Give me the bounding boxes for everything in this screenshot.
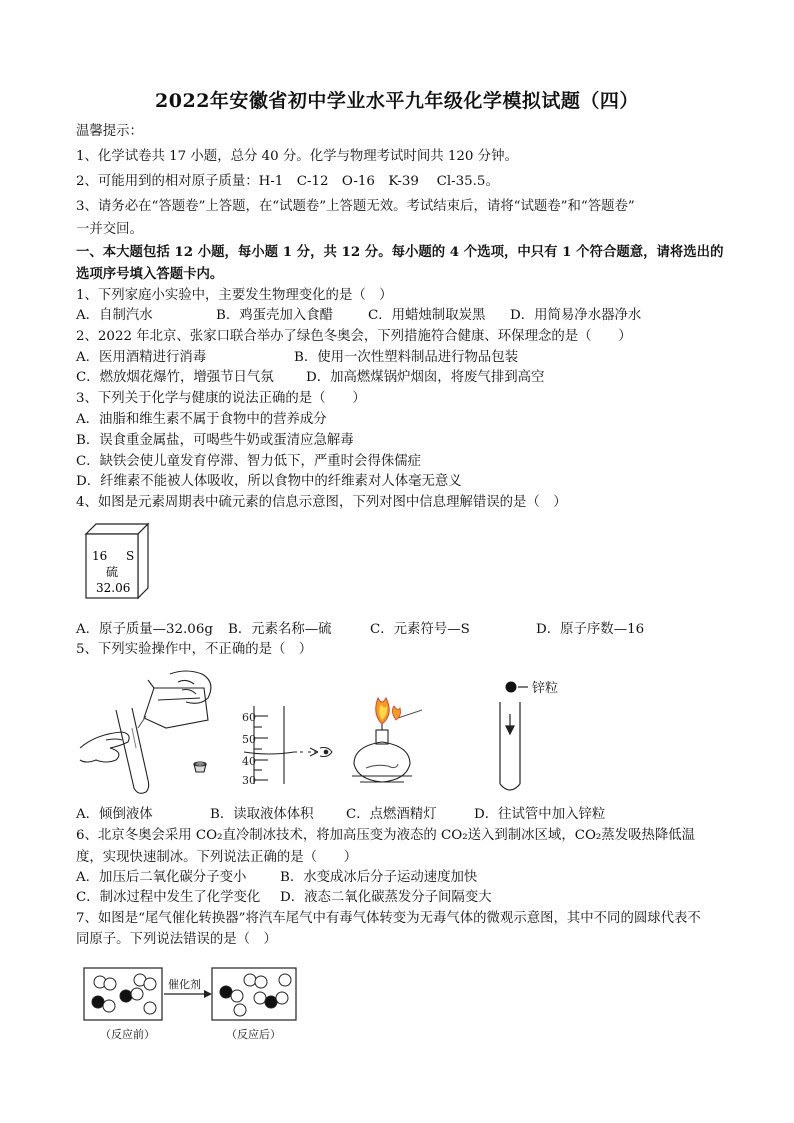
- element-mass: 32.06: [96, 581, 131, 595]
- q5-stem: 5、下列实验操作中，不正确的是（ ）: [76, 642, 313, 657]
- notice-item-4: 一并交回。: [76, 222, 143, 237]
- notice-heading: 温馨提示：: [76, 124, 143, 139]
- element-number: 16: [92, 549, 108, 563]
- q4-option-b: B．元素名称—硫: [228, 622, 332, 637]
- cylinder-mark-40: 40: [242, 755, 256, 768]
- q1-option-b: B．鸡蛋壳加入食醋: [216, 308, 333, 323]
- notice-item-2: 2、可能用到的相对原子质量：H-1 C-12 O-16 K-39 Cl-35.5。: [76, 174, 499, 189]
- q5-illustrations: [76, 668, 676, 800]
- q2-option-d: D．加高燃煤锅炉烟囱，将废气排到高空: [306, 370, 545, 385]
- section-heading-line2: 选项序号填入答题卡内。: [76, 266, 224, 282]
- sulfur-element-cell: [84, 522, 150, 600]
- q6-stem-line1: 6、北京冬奥会采用 CO₂直冷制冰技术，将加高压变为液态的 CO₂送入到制冰区域，CO₂蒸发吸热降低温: [76, 828, 696, 843]
- graduated-cylinder-figure: [244, 706, 332, 784]
- catalytic-converter-diagram: [80, 962, 320, 1044]
- q5-option-d: D．往试管中加入锌粒: [474, 807, 606, 822]
- q4-option-c: C．元素符号—S: [370, 622, 470, 637]
- zinc-granule: [506, 682, 517, 693]
- q5-option-a: A．倾倒液体: [76, 807, 153, 822]
- page-title: 2022年安徽省初中学业水平九年级化学模拟试题（四）: [155, 90, 639, 112]
- q6-option-c: C．制冰过程中发生了化学变化: [76, 890, 261, 905]
- q6-option-b: B．水变成冰后分子运动速度加快: [280, 870, 478, 885]
- q2-option-a: A．医用酒精进行消毒: [76, 350, 207, 365]
- cylinder-mark-50: 50: [242, 733, 256, 746]
- q6-option-d: D．液态二氧化碳蒸发分子间隔变大: [280, 890, 492, 905]
- q3-option-d: D．纤维素不能被人体吸收，所以食物中的纤维素对人体毫无意义: [76, 474, 462, 489]
- cylinder-mark-60: 60: [242, 711, 256, 724]
- q3-option-a: A．油脂和维生素不属于食物中的营养成分: [76, 412, 327, 427]
- section-heading-line1: 一、本大题包括 12 小题，每小题 1 分，共 12 分。每小题的 4 个选项，中只有 1 个符合题意，请将选出的: [76, 244, 724, 260]
- zinc-test-tube-figure: [500, 687, 528, 790]
- q4-option-a: A．原子质量—32.06g: [76, 622, 213, 637]
- zinc-label: 锌粒: [532, 681, 559, 696]
- q4-stem: 4、如图是元素周期表中硫元素的信息示意图，下列对图中信息理解错误的是（ ）: [76, 495, 567, 510]
- notice-item-1: 1、化学试卷共 17 小题，总分 40 分。化学与物理考试时间共 120 分钟。: [76, 149, 518, 164]
- q2-option-b: B．使用一次性塑料制品进行物品包装: [294, 350, 519, 365]
- q1-stem: 1、下列家庭小实验中，主要发生物理变化的是（ ）: [76, 288, 393, 303]
- alcohol-lamp-figure: [352, 710, 422, 782]
- cylinder-mark-30: 30: [242, 774, 256, 787]
- q3-stem: 3、下列关于化学与健康的说法正确的是（ ）: [76, 391, 366, 406]
- q2-stem: 2、2022 年北京、张家口联合举办了绿色冬奥会，下列措施符合健康、环保理念的是（ ）: [76, 329, 632, 344]
- q3-option-b: B．误食重金属盐，可喝些牛奶或蛋清应急解毒: [76, 433, 354, 448]
- catalyst-label: 催化剂: [168, 978, 201, 991]
- q6-stem-line2: 度，实现快速制冰。下列说法正确的是（ ）: [76, 850, 358, 865]
- q1-option-c: C．用蜡烛制取炭黑: [368, 308, 486, 323]
- q5-option-b: B．读取液体体积: [210, 807, 314, 822]
- q1-option-d: D．用简易净水器净水: [510, 308, 642, 323]
- q4-option-d: D．原子序数—16: [536, 622, 645, 637]
- q1-option-a: A．自制汽水: [76, 308, 153, 323]
- q2-option-c: C．燃放烟花爆竹，增强节日气氛: [76, 370, 274, 385]
- q7-stem-line1: 7、如图是“尾气催化转换器”将汽车尾气中有毒气体转变为无毒气体的微观示意图，其中不同的圆球代表不: [76, 911, 701, 926]
- element-symbol: S: [126, 549, 135, 563]
- q3-option-c: C．缺铁会使儿童发育停滞、智力低下，严重时会得侏儒症: [76, 454, 422, 469]
- q6-option-a: A．加压后二氧化碳分子变小: [76, 870, 247, 885]
- pouring-liquid-figure: [80, 671, 211, 793]
- element-name: 硫: [106, 565, 119, 579]
- after-label: （反应后）: [226, 1028, 281, 1041]
- notice-item-3: 3、请务必在“答题卷”上答题，在“试题卷”上答题无效。考试结束后，请将“试题卷”和“答题卷”: [76, 199, 635, 214]
- q7-stem-line2: 同原子。下列说法错误的是（ ）: [76, 932, 277, 947]
- before-label: （反应前）: [100, 1028, 155, 1041]
- q5-option-c: C．点燃酒精灯: [346, 807, 437, 822]
